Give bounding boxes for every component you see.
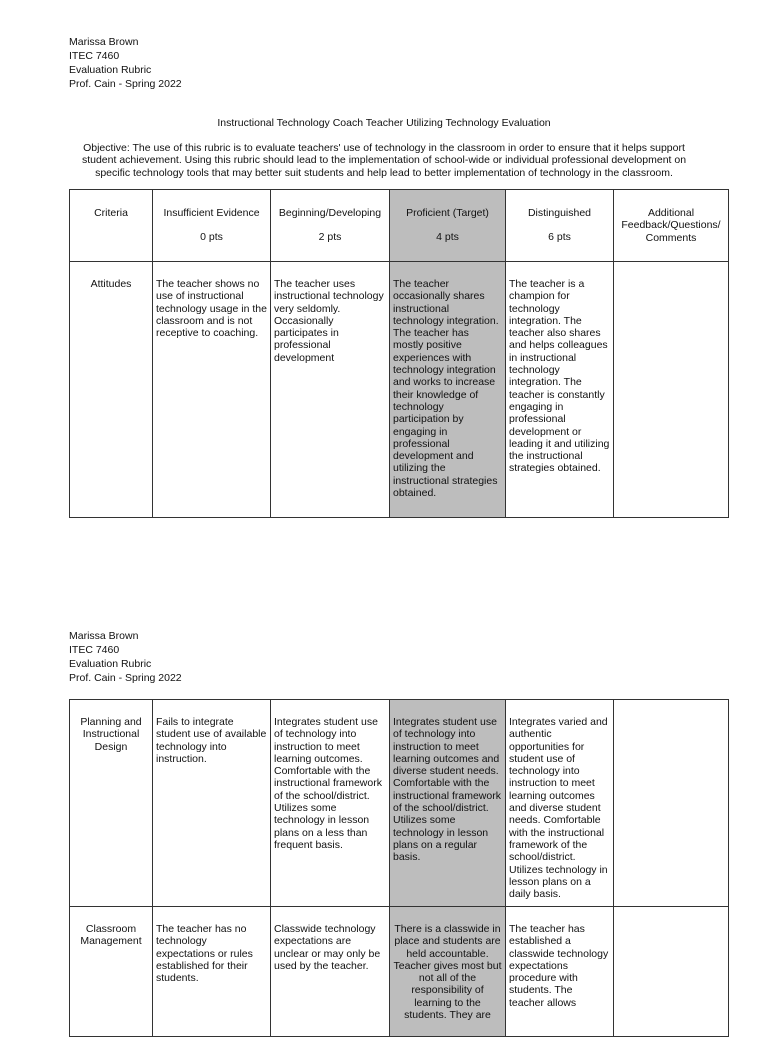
header-distinguished: Distinguished 6 pts <box>506 190 614 262</box>
page-header <box>69 35 182 91</box>
criteria-cell: Attitudes <box>70 262 153 518</box>
points-insufficient: 0 pts <box>200 231 223 244</box>
comments-cell <box>614 700 729 907</box>
insufficient-cell: The teacher shows no use of instructional technology usage in the classroom and is not receptive to coaching. <box>153 262 271 518</box>
proficient-cell: The teacher occasionally shares instructional technology integration. The teacher has mostly positive experiences with technology integration and works to increase their knowledge of technology participation by engaging in professional development and utilizing the instructional strategies obtained. <box>390 262 506 518</box>
insufficient-cell: Fails to integrate student use of available technology into instruction. <box>153 700 271 907</box>
page-header <box>69 629 182 685</box>
proficient-cell: There is a classwide in place and students are held accountable. Teacher gives most but not all of the responsibility of learning to the students. They are <box>390 907 506 1037</box>
beginning-cell: Classwide technology expectations are unclear or may only be used by the teacher. <box>271 907 390 1037</box>
distinguished-cell: The teacher is a champion for technology integration. The teacher also shares and helps colleagues in instructional technology integration. The teacher is constantly engaging in professional development or leading it and utilizing the instructional strategies obtained. <box>506 262 614 518</box>
header-insufficient: Insufficient Evidence 0 pts <box>153 190 271 262</box>
document-type: Evaluation Rubric <box>69 64 152 76</box>
header-proficient: Proficient (Target) 4 pts <box>390 190 506 262</box>
header-comments: Additional Feedback/Questions/ Comments <box>614 190 729 262</box>
document-type: Evaluation Rubric <box>69 658 152 670</box>
comments-cell <box>614 907 729 1037</box>
distinguished-cell: Integrates varied and authentic opportunities for student use of technology into instruction to meet learning outcomes and diverse student needs. Comfortable with the instructional framework of the school/district. Utilizes technology in lesson plans on a daily basis. <box>506 700 614 907</box>
professor-term: Prof. Cain - Spring 2022 <box>69 78 182 90</box>
professor-term: Prof. Cain - Spring 2022 <box>69 672 182 684</box>
rubric-header-row <box>70 190 729 262</box>
points-beginning: 2 pts <box>318 231 342 244</box>
distinguished-cell: The teacher has established a classwide technology expectations procedure with students. The teacher allows <box>506 907 614 1037</box>
objective-text: Objective: The use of this rubric is to evaluate teachers' use of technology in the classroom in order to ensure that it helps support student achievement. Using this rubric should lead to the implementation of school-wide or individual professional development on specific technology tools that may better suit students and help lead to better implementation of technology in the classroom. <box>81 142 687 179</box>
header-criteria: Criteria <box>70 190 153 262</box>
table-row <box>70 700 729 907</box>
author-name: Marissa Brown <box>69 36 139 48</box>
proficient-cell: Integrates student use of technology into instruction to meet learning outcomes and diverse student needs. Comfortable with the instructional framework of the school/district. Utilizes some technology in lesson plans on a regular basis. <box>390 700 506 907</box>
beginning-cell: The teacher uses instructional technology very seldomly. Occasionally participates in professional development <box>271 262 390 518</box>
rubric-table-page1 <box>69 189 729 518</box>
course-code: ITEC 7460 <box>69 50 120 62</box>
beginning-cell: Integrates student use of technology into instruction to meet learning outcomes. Comfortable with the instructional framework of the school/district. Utilizes some technology in lesson plans on a less than frequent basis. <box>271 700 390 907</box>
criteria-cell: Planning and Instructional Design <box>70 700 153 907</box>
course-code: ITEC 7460 <box>69 644 120 656</box>
author-name: Marissa Brown <box>69 630 139 642</box>
criteria-cell: Classroom Management <box>70 907 153 1037</box>
rubric-table-page2 <box>69 699 729 1037</box>
table-row <box>70 907 729 1037</box>
points-proficient: 4 pts <box>436 231 459 244</box>
insufficient-cell: The teacher has no technology expectations or rules established for their students. <box>153 907 271 1037</box>
points-distinguished: 6 pts <box>548 231 571 244</box>
document-title: Instructional Technology Coach Teacher Utilizing Technology Evaluation <box>217 117 551 129</box>
table-row <box>70 262 729 518</box>
comments-cell <box>614 262 729 518</box>
header-beginning: Beginning/Developing 2 pts <box>271 190 390 262</box>
